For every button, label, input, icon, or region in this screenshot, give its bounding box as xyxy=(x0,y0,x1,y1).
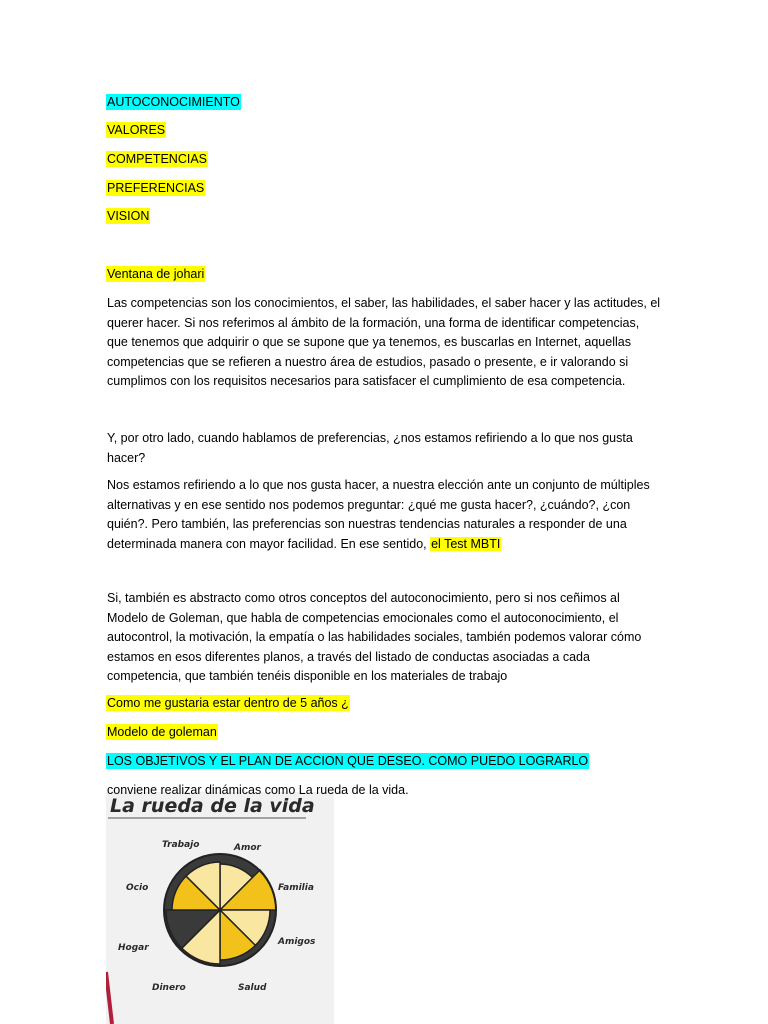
label-amor: Amor xyxy=(234,843,261,853)
life-wheel-graphic xyxy=(106,792,334,1024)
label-amigos: Amigos xyxy=(278,937,316,947)
label-familia: Familia xyxy=(278,883,314,893)
paragraph-preferencias-question: Y, por otro lado, cuando hablamos de preferencias, ¿nos estamos refiriendo a lo que nos gusta hacer? xyxy=(107,431,633,465)
paragraph-goleman: Si, también es abstracto como otros conceptos del autoconocimiento, pero si nos ceñimos al Modelo de Goleman, que habla de competencias emocionales como el autoconocimiento, el autocontrol, la motivación, la empatía o las habilidades sociales, también podemos valorar cómo estamos en esos diferentes planos, a través del listado de conductas asociadas a cada competencia, que también tenéis disponible en los materiales de trabajo xyxy=(107,591,642,683)
label-dinero: Dinero xyxy=(152,983,186,993)
caption-rueda: conviene realizar dinámicas como La rueda de la vida. xyxy=(107,783,409,797)
paragraph-competencias: Las competencias son los conocimientos, el saber, las habilidades, el saber hacer y las actitudes, el querer hacer. Si nos referimos al ámbito de la formación, una forma de identificar competencias, que tenemos que adquirir o que se supone que ya tenemos, es buscarlas en Internet, aquellas competencias que se refieren a nuestro área de estudios, pasado o presente, e ir valorando si cumplimos con los requisitos necesarios para satisfacer el cumplimiento de esa competencia. xyxy=(107,296,661,388)
heading-vision: VISION xyxy=(107,209,150,223)
heading-autoconocimiento: AUTOCONOCIMIENTO xyxy=(107,95,240,109)
label-hogar: Hogar xyxy=(118,943,149,953)
highlight-modelo-goleman: Modelo de goleman xyxy=(107,725,217,739)
paragraph-preferencias-text: Nos estamos refiriendo a lo que nos gusta hacer, a nuestra elección ante un conjunto de múltiples alternativas y en ese sentido nos podemos preguntar: ¿qué me gusta hacer?, ¿cuándo?, ¿con quién?. Pero también, las preferencias son nuestras tendencias naturales a responder de una determinada manera con mayor facilidad. En ese sentido, xyxy=(107,478,650,551)
heading-valores: VALORES xyxy=(107,123,166,137)
heading-preferencias: PREFERENCIAS xyxy=(107,181,205,195)
highlight-cinco-anos: Como me gustaria estar dentro de 5 años ¿ xyxy=(107,696,349,710)
label-ocio: Ocio xyxy=(126,883,149,893)
label-salud: Salud xyxy=(238,983,267,993)
test-mbti-link[interactable]: el Test MBTI xyxy=(431,536,501,551)
heading-competencias: COMPETENCIAS xyxy=(107,152,208,166)
label-trabajo: Trabajo xyxy=(162,840,200,850)
paragraph-preferencias xyxy=(107,476,662,554)
rueda-de-la-vida-image xyxy=(106,792,334,1024)
heading-ventana-johari: Ventana de johari xyxy=(107,267,205,281)
figure-title: La rueda de la vida xyxy=(110,795,315,817)
highlight-objetivos: LOS OBJETIVOS Y EL PLAN DE ACCION QUE DESEO. COMO PUEDO LOGRARLO xyxy=(107,754,589,768)
